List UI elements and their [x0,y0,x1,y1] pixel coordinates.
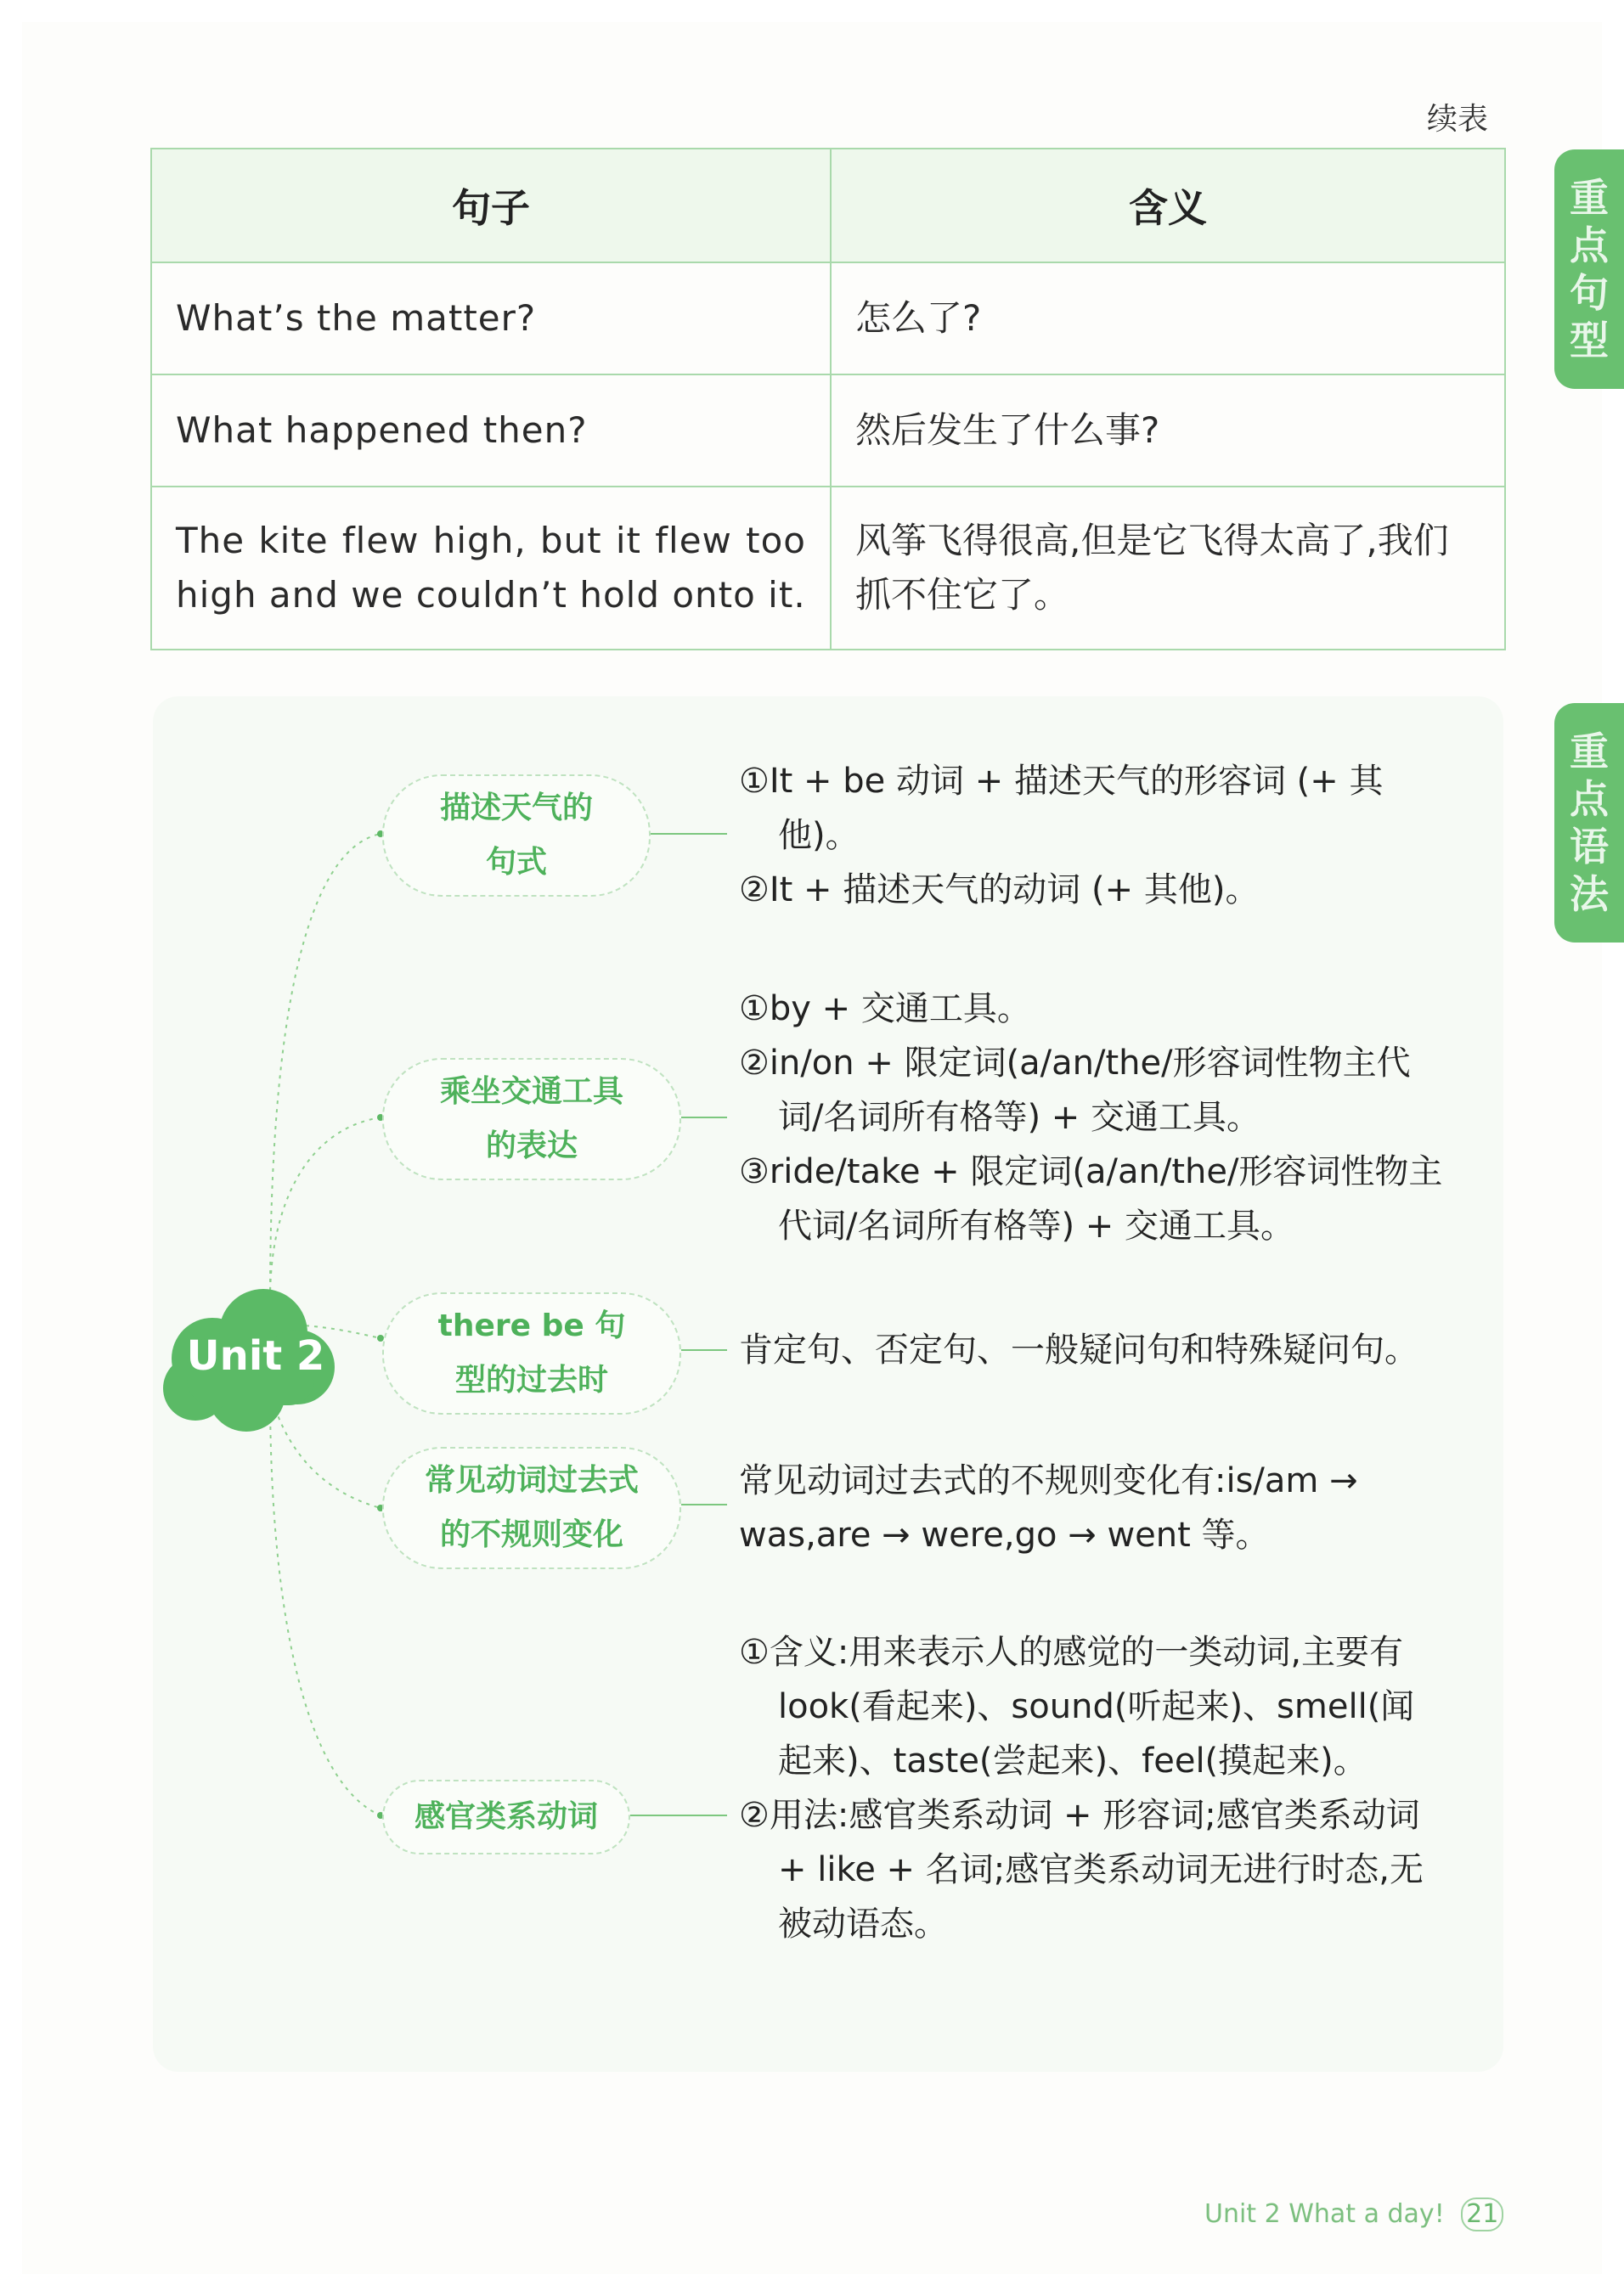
desc-transport [739,982,1444,1253]
node-irregular-verbs[interactable] [382,1447,681,1569]
desc-there-be [739,1323,1444,1377]
node-line: 乘坐交通工具 [439,1074,623,1109]
desc-item: ②It + 描述天气的动词 (+ 其他)。 [739,870,1260,909]
page-number: 21 [1461,2198,1503,2231]
meaning-cell: 然后发生了什么事? [831,374,1505,487]
table-header-meaning: 含义 [831,149,1505,262]
desc-item: ③ride/take + 限定词(a/an/the/形容词性物主代词/名词所有格等) + 交通工具。 [739,1152,1443,1246]
desc-weather [739,754,1444,917]
footer-unit-title: Unit 2 What a day! [1204,2199,1445,2229]
node-line: 的表达 [485,1128,578,1163]
side-tab-label: 重点语法 [1570,729,1609,917]
sentence-cell: What’s the matter? [151,262,831,374]
sentence-cell: The kite flew high, but it flew too high and we couldn’t hold onto it. [151,487,831,650]
desc-irregular [739,1454,1444,1562]
desc-item: ②用法:感官类系动词 + 形容词;感官类系动词 + like + 名词;感官类系动词无进行时态,无被动语态。 [739,1796,1424,1944]
node-line: 描述天气的 [439,791,593,825]
node-line: 的不规则变化 [439,1517,623,1552]
continued-label: 续表 [1427,102,1489,137]
node-line: 句式 [485,845,547,880]
side-tab-label: 重点句型 [1570,175,1609,363]
desc-item: ①by + 交通工具。 [739,989,1031,1028]
meaning-cell: 怎么了? [831,262,1505,374]
node-line: 常见动词过去式 [424,1463,639,1498]
node-there-be-past[interactable] [382,1292,681,1415]
node-line: 感官类系动词 [414,1799,598,1834]
page-footer [1204,2198,1503,2231]
table-header-sentence: 句子 [151,149,831,262]
node-linking-verbs[interactable] [382,1780,630,1854]
node-line: there be 句 [437,1308,626,1343]
desc-item: ②in/on + 限定词(a/an/the/形容词性物主代词/名词所有格等) + 交通工具。 [739,1044,1411,1137]
node-transport-expression[interactable] [382,1058,681,1180]
desc-item: ①含义:用来表示人的感觉的一类动词,主要有 look(看起来)、sound(听起来)、smell(闻起来)、taste(尝起来)、feel(摸起来)。 [739,1633,1415,1781]
node-weather-sentence[interactable] [382,774,651,897]
meaning-cell: 风筝飞得很高,但是它飞得太高了,我们抓不住它了。 [831,487,1505,650]
desc-item: 肯定句、否定句、一般疑问句和特殊疑问句。 [739,1331,1418,1370]
desc-linking-verbs [739,1625,1444,1951]
desc-item: 常见动词过去式的不规则变化有:is/am → was,are → were,go → went 等。 [739,1461,1358,1555]
desc-item: ①It + be 动词 + 描述天气的形容词 (+ 其他)。 [739,762,1384,855]
unit-center-node: Unit 2 [186,1332,325,1380]
node-line: 型的过去时 [454,1363,608,1398]
sentence-cell: What happened then? [151,374,831,487]
